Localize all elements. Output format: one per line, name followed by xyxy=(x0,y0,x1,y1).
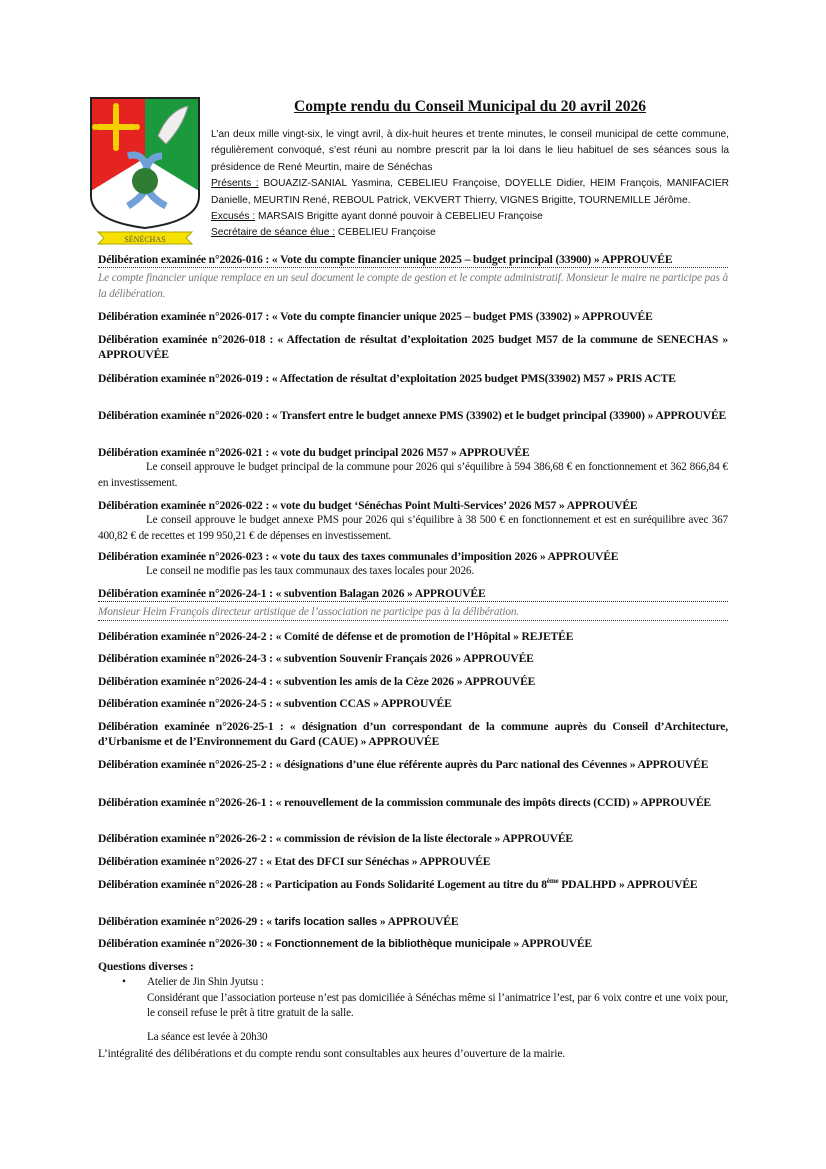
deliberation-heading xyxy=(98,629,728,644)
deliberation-title: Délibération examinée n°2026-020 : « Transfert entre le budget annexe PMS (33902) et le budget principal (33900) » APPROUVÉE xyxy=(98,409,727,422)
presents-line xyxy=(211,176,729,209)
secretaire-line xyxy=(211,225,729,241)
deliberation-title: Délibération examinée n°2026-021 : « vote du budget principal 2026 M57 » APPROUVÉE xyxy=(98,446,530,459)
deliberation-subject: Fonctionnement de la bibliothèque municipale xyxy=(274,938,511,950)
deliberation-title: Délibération examinée n°2026-29 : « xyxy=(98,915,275,928)
deliberation-title: Délibération examinée n°2026-28 : « Participation au Fonds Solidarité Logement au titre du 8 xyxy=(98,878,547,891)
deliberation-item xyxy=(98,757,728,772)
deliberation-heading xyxy=(98,408,728,423)
meeting-intro xyxy=(211,127,729,242)
deliberation-heading xyxy=(98,877,728,892)
deliberation-heading xyxy=(98,332,728,363)
deliberation-item xyxy=(98,914,728,930)
svg-text:SÉNÉCHAS: SÉNÉCHAS xyxy=(124,235,166,244)
deliberation-heading xyxy=(98,651,728,666)
deliberation-heading xyxy=(98,854,728,869)
deliberation-title: Délibération examinée n°2026-27 : « Etat des DFCI sur Sénéchas » APPROUVÉE xyxy=(98,855,491,868)
deliberation-item xyxy=(98,936,728,952)
excuses-label: Excusés : xyxy=(211,211,256,223)
deliberation-title: Délibération examinée n°2026-24-1 : « subvention Balagan 2026 » APPROUVÉE xyxy=(98,587,486,600)
questions-label: Questions diverses : xyxy=(98,960,194,973)
deliberation-title: Délibération examinée n°2026-30 : « xyxy=(98,937,275,950)
questions-section xyxy=(98,959,728,1022)
deliberation-item xyxy=(98,332,728,363)
deliberation-item xyxy=(98,696,728,711)
deliberation-item xyxy=(98,719,728,750)
deliberation-title: Délibération examinée n°2026-017 : « Vote du compte financier unique 2025 – budget PMS (33902) » APPROUVÉE xyxy=(98,310,653,323)
footer-note: L’intégralité des délibérations et du compte rendu sont consultables aux heures d’ouverture de la mairie. xyxy=(98,1047,566,1060)
bullet-icon: • xyxy=(122,976,126,989)
deliberation-heading xyxy=(98,549,728,564)
deliberation-body xyxy=(98,564,728,580)
deliberation-note: Le compte financier unique remplace en un seul document le compte de gestion et le compte administratif. Monsieur le maire ne participe pas à la délibération. xyxy=(98,272,728,301)
deliberation-title: Délibération examinée n°2026-24-4 : « subvention les amis de la Cèze 2026 » APPROUVÉE xyxy=(98,675,536,688)
deliberation-title: Délibération examinée n°2026-019 : « Affectation de résultat d’exploitation 2025 budget PMS(33902) M57 » PRIS ACTE xyxy=(98,372,676,385)
deliberation-heading xyxy=(98,757,728,772)
deliberation-title: Délibération examinée n°2026-016 : « Vote du compte financier unique 2025 – budget principal (33900) » APPROUVÉE xyxy=(98,253,673,266)
intro-text: L’an deux mille vingt-six, le vingt avril, à dix-huit heures et trente minutes, le conseil municipal de cette commune, régulièrement convoqué, s’est réuni au nombre prescrit par la loi dans le lieu habituel de ses séances sous la présidence de René Meurtin, maire de Sénéchas xyxy=(211,129,729,173)
deliberation-heading xyxy=(98,498,728,513)
deliberation-subject: tarifs location salles xyxy=(274,916,378,928)
deliberation-heading xyxy=(98,586,728,602)
question-text: Considérant que l’association porteuse n’est pas domiciliée à Sénéchas même si l’animatrice l’est, par 6 voix contre et une voix pour, le conseil refuse le prêt à titre gratuit de la salle. xyxy=(147,991,728,1020)
deliberation-heading xyxy=(98,445,728,460)
deliberation-heading xyxy=(98,831,728,846)
deliberation-body xyxy=(98,513,728,544)
deliberation-title: Délibération examinée n°2026-26-2 : « commission de révision de la liste électorale » APPROUVÉE xyxy=(98,832,573,845)
deliberation-item xyxy=(98,795,728,810)
excuses-list: MARSAIS Brigitte ayant donné pouvoir à CEBELIEU Françoise xyxy=(258,211,543,223)
deliberation-body-text: Le conseil ne modifie pas les taux communaux des taxes locales pour 2026. xyxy=(146,565,475,578)
deliberation-item xyxy=(98,498,728,544)
deliberation-status: PDALHPD » APPROUVÉE xyxy=(558,878,698,891)
deliberation-heading xyxy=(98,309,728,324)
deliberation-heading xyxy=(98,795,728,810)
deliberation-title: Délibération examinée n°2026-24-2 : « Comité de défense et de promotion de l’Hôpital » REJETÉE xyxy=(98,630,574,643)
deliberation-item xyxy=(98,549,728,580)
deliberation-note: Monsieur Heim François directeur artistique de l’association ne participe pas à la délibération. xyxy=(98,604,728,621)
deliberation-heading xyxy=(98,914,728,930)
deliberation-body xyxy=(98,460,728,491)
deliberation-item xyxy=(98,252,728,302)
secretaire-name: CEBELIEU Françoise xyxy=(337,227,436,239)
deliberation-item xyxy=(98,877,728,892)
deliberation-item xyxy=(98,854,728,869)
deliberation-heading xyxy=(98,371,728,386)
deliberation-body-text: Le conseil approuve le budget annexe PMS pour 2026 qui s’équilibre à 38 500 € en fonctionnement et est en suréquilibre avec 367 400,82 € de recettes et 199 950,21 € de dépenses en investissement. xyxy=(98,514,728,542)
question-title: Atelier de Jin Shin Jyutsu : xyxy=(147,976,264,989)
deliberation-status: » APPROUVÉE xyxy=(377,915,459,928)
deliberation-item xyxy=(98,831,728,846)
deliberation-item xyxy=(98,309,728,324)
deliberation-item xyxy=(98,408,728,423)
deliberation-heading xyxy=(98,252,728,268)
coat-of-arms-logo xyxy=(88,96,202,246)
presents-list: BOUAZIZ-SANIAL Yasmina, CEBELIEU Françoise, DOYELLE Didier, HEIM François, MANIFACIER Danielle, MEURTIN René, REBOUL Patrick, VEKVERT Thierry, VIGNES Brigitte, TOURNEMILLE Jérôme. xyxy=(211,178,729,206)
deliberation-body-text: Le conseil approuve le budget principal de la commune pour 2026 qui s’équilibre à 594 386,68 € en fonctionnement et 362 866,84 € en investissement. xyxy=(98,461,728,489)
excuses-line xyxy=(211,209,729,225)
deliberation-title: Délibération examinée n°2026-26-1 : « renouvellement de la commission communale des impôts directs (CCID) » APPROUVÉE xyxy=(98,796,711,809)
page-title: Compte rendu du Conseil Municipal du 20 avril 2026 xyxy=(294,98,646,115)
deliberation-title: Délibération examinée n°2026-25-2 : « désignations d’une élue référente auprès du Parc national des Cévennes » APPROUVÉE xyxy=(98,758,709,771)
closing-text: La séance est levée à 20h30 xyxy=(147,1031,268,1043)
presents-label: Présents : xyxy=(211,178,259,190)
deliberation-title: Délibération examinée n°2026-25-1 : « désignation d’un correspondant de la commune auprès du Conseil d’Architecture, d’Urbanisme et de l’Environnement du Gard (CAUE) » APPROUVÉE xyxy=(98,720,728,749)
deliberation-title: Délibération examinée n°2026-023 : « vote du taux des taxes communales d’imposition 2026 » APPROUVÉE xyxy=(98,550,619,563)
deliberation-title: Délibération examinée n°2026-24-3 : « subvention Souvenir Français 2026 » APPROUVÉE xyxy=(98,652,534,665)
deliberation-item xyxy=(98,586,728,621)
deliberation-title: Délibération examinée n°2026-24-5 : « subvention CCAS » APPROUVÉE xyxy=(98,697,452,710)
deliberation-heading xyxy=(98,936,728,952)
deliberation-heading xyxy=(98,674,728,689)
secretaire-label: Secrétaire de séance élue : xyxy=(211,227,336,239)
deliberation-item xyxy=(98,445,728,491)
deliberation-item xyxy=(98,371,728,386)
deliberation-heading xyxy=(98,696,728,711)
ordinal-suffix: ème xyxy=(546,877,559,886)
deliberation-item xyxy=(98,674,728,689)
deliberation-item xyxy=(98,651,728,666)
deliberation-item xyxy=(98,629,728,644)
deliberation-status: » APPROUVÉE xyxy=(510,937,592,950)
deliberation-heading xyxy=(98,719,728,750)
deliberation-title: Délibération examinée n°2026-022 : « vote du budget ‘Sénéchas Point Multi-Services’ 2026 M57 » APPROUVÉE xyxy=(98,499,638,512)
deliberation-title: Délibération examinée n°2026-018 : « Affectation de résultat d’exploitation 2025 budget M57 de la commune de SENECHAS » APPROUVÉE xyxy=(98,333,728,362)
